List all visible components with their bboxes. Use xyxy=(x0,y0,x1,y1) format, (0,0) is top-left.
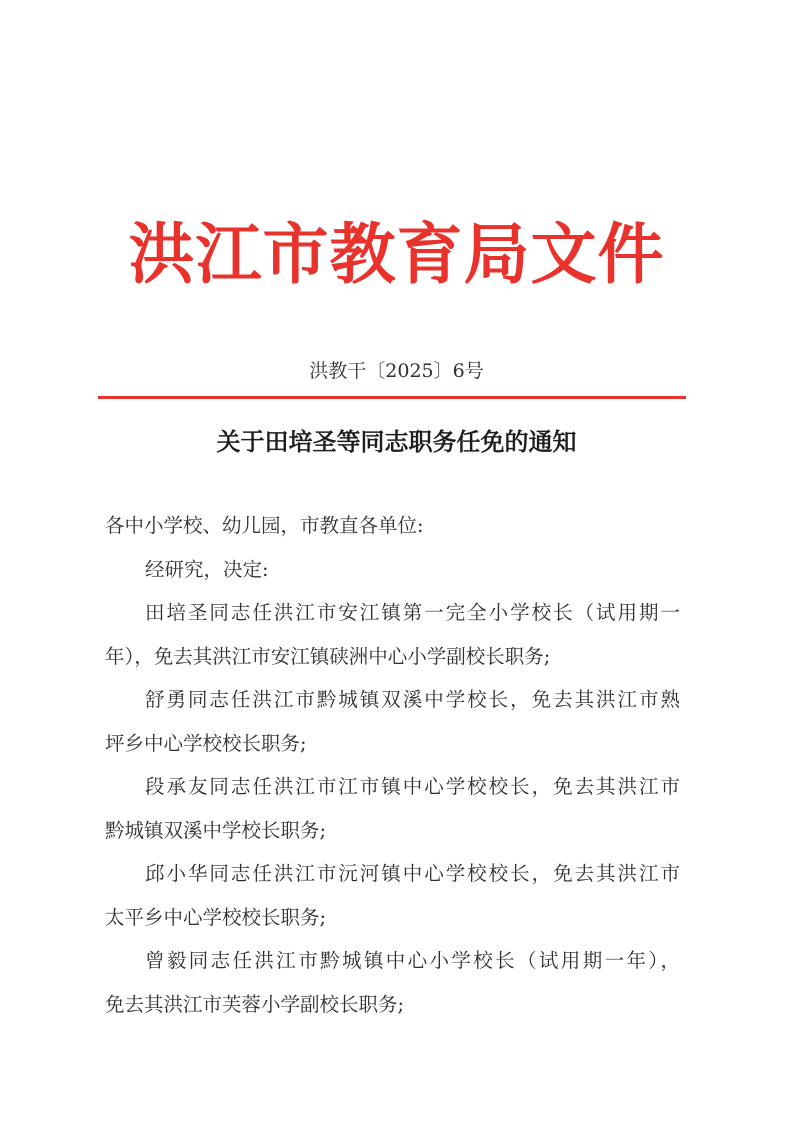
appointment-2-line-1: 舒勇同志任洪江市黔城镇双溪中学校长，免去其洪江市熟 xyxy=(145,688,680,711)
appointment-1-line-2: 年），免去其洪江市安江镇硖洲中心小学副校长职务; xyxy=(105,644,551,668)
document-body xyxy=(105,504,680,1026)
appointment-4-line-1: 邱小华同志任洪江市沅河镇中心学校校长，免去其洪江市 xyxy=(145,862,680,885)
document-masthead: 洪江市教育局文件 xyxy=(128,215,665,293)
red-divider-line xyxy=(98,396,686,399)
appointment-5-line-1: 曾毅同志任洪江市黔城镇中心小学校长（试用期一年）， xyxy=(145,949,680,972)
appointment-5-line-2: 免去其洪江市芙蓉小学副校长职务; xyxy=(105,992,405,1016)
document-number: 洪教干〔2025〕6号 xyxy=(309,360,484,382)
appointment-3-line-2: 黔城镇双溪中学校长职务; xyxy=(105,818,327,842)
document-title: 关于田培圣等同志职务任免的通知 xyxy=(216,427,577,456)
appointment-2-line-2: 坪乡中心学校校长职务; xyxy=(105,731,307,755)
appointment-1-line-1: 田培圣同志任洪江市安江镇第一完全小学校长（试用期一 xyxy=(145,601,680,624)
appointment-3-line-1: 段承友同志任洪江市江市镇中心学校校长，免去其洪江市 xyxy=(145,775,680,798)
intro-line: 经研究，决定: xyxy=(145,557,269,581)
appointment-4-line-2: 太平乡中心学校校长职务; xyxy=(105,905,327,929)
addressee-line: 各中小学校、幼儿园，市教直各单位: xyxy=(105,514,424,537)
